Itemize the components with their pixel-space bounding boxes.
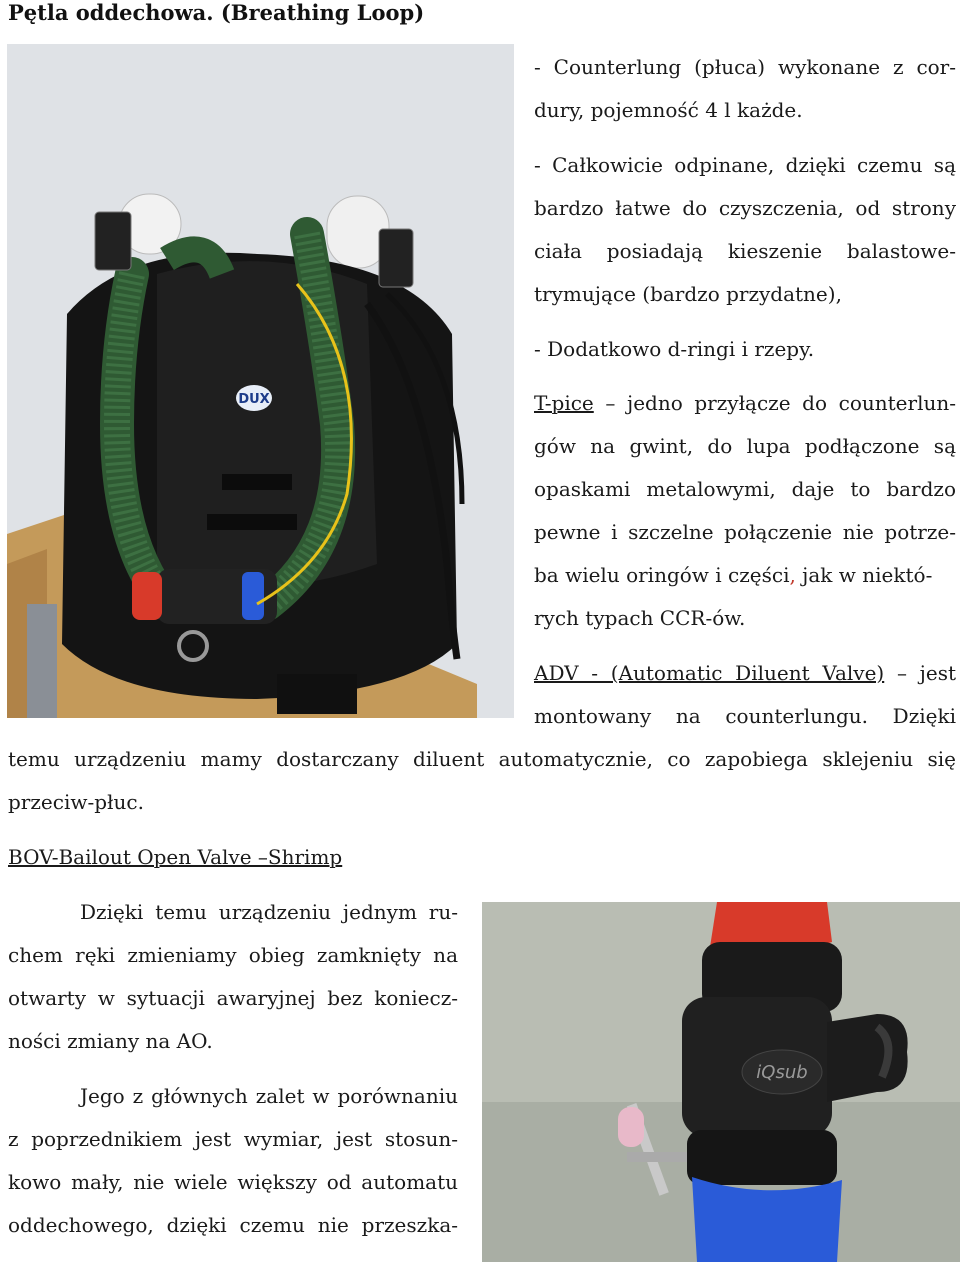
detachable-line-1: - Całkowicie odpinane, dzięki czemu są — [534, 153, 956, 177]
page-title: Pętla oddechowa. (Breathing Loop) — [8, 0, 425, 25]
adv-continued-line: temu urządzeniu mamy dostarczany diluent automatycznie, co zapobiega sklejeniu się — [8, 747, 956, 771]
bov-para2-line-2: z poprzednikiem jest wymiar, jest stosun- — [8, 1127, 458, 1151]
bov-para1-line-3: otwarty w sytuacji awaryjnej bez koniecz- — [8, 986, 458, 1010]
counterlung-line-2: dury, pojemność 4 l każde. — [534, 98, 803, 122]
adv-line-1: ADV - (Automatic Diluent Valve) – jest — [534, 661, 956, 685]
counterlung-line-1: - Counterlung (płuca) wykonane z cor- — [534, 55, 956, 79]
tpiece-line-2: gów na gwint, do lupa podłączone są — [534, 434, 956, 458]
bov-para1-line-2: chem ręki zmieniamy obieg zamknięty na — [8, 943, 458, 967]
rebreather-photo — [7, 44, 514, 718]
tpiece-line-3: opaskami metalowymi, daje to bardzo — [534, 477, 956, 501]
tpiece-line-1: T-pice – jedno przyłącze do counterlun- — [534, 391, 956, 415]
bov-para2-line-1: Jego z głównych zalet w porównaniu — [80, 1084, 458, 1108]
adv-term: ADV - (Automatic Diluent Valve) — [534, 661, 885, 685]
adv-line-2: montowany na counterlungu. Dzięki — [534, 704, 956, 728]
tpiece-line-5: ba wielu oringów i części, jak w niektó- — [534, 563, 933, 587]
tpiece-term: T-pice — [534, 391, 594, 415]
tpiece-line-6: rych typach CCR-ów. — [534, 606, 746, 630]
bov-para2-line-4: oddechowego, dzięki czemu nie przeszka- — [8, 1213, 458, 1237]
dring-line: - Dodatkowo d-ringi i rzepy. — [534, 337, 815, 361]
tpiece-line-4: pewne i szczelne połączenie nie potrze- — [534, 520, 956, 544]
detachable-line-2: bardzo łatwe do czyszczenia, od strony — [534, 196, 956, 220]
bov-para1-line-4: ności zmiany na AO. — [8, 1029, 213, 1053]
bov-valve-photo — [482, 902, 960, 1262]
bov-para2-line-3: kowo mały, nie wiele większy od automatu — [8, 1170, 458, 1194]
bov-para1-line-1: Dzięki temu urządzeniu jednym ru- — [80, 900, 458, 924]
dux-logo: DUX — [238, 392, 270, 407]
bov-heading: BOV-Bailout Open Valve –Shrimp — [8, 845, 343, 869]
detachable-line-4: trymujące (bardzo przydatne), — [534, 282, 842, 306]
adv-end-line: przeciw-płuc. — [8, 790, 144, 814]
detachable-line-3: ciała posiadają kieszenie balastowe- — [534, 239, 956, 263]
iqsub-logo: iQsub — [756, 1062, 808, 1083]
